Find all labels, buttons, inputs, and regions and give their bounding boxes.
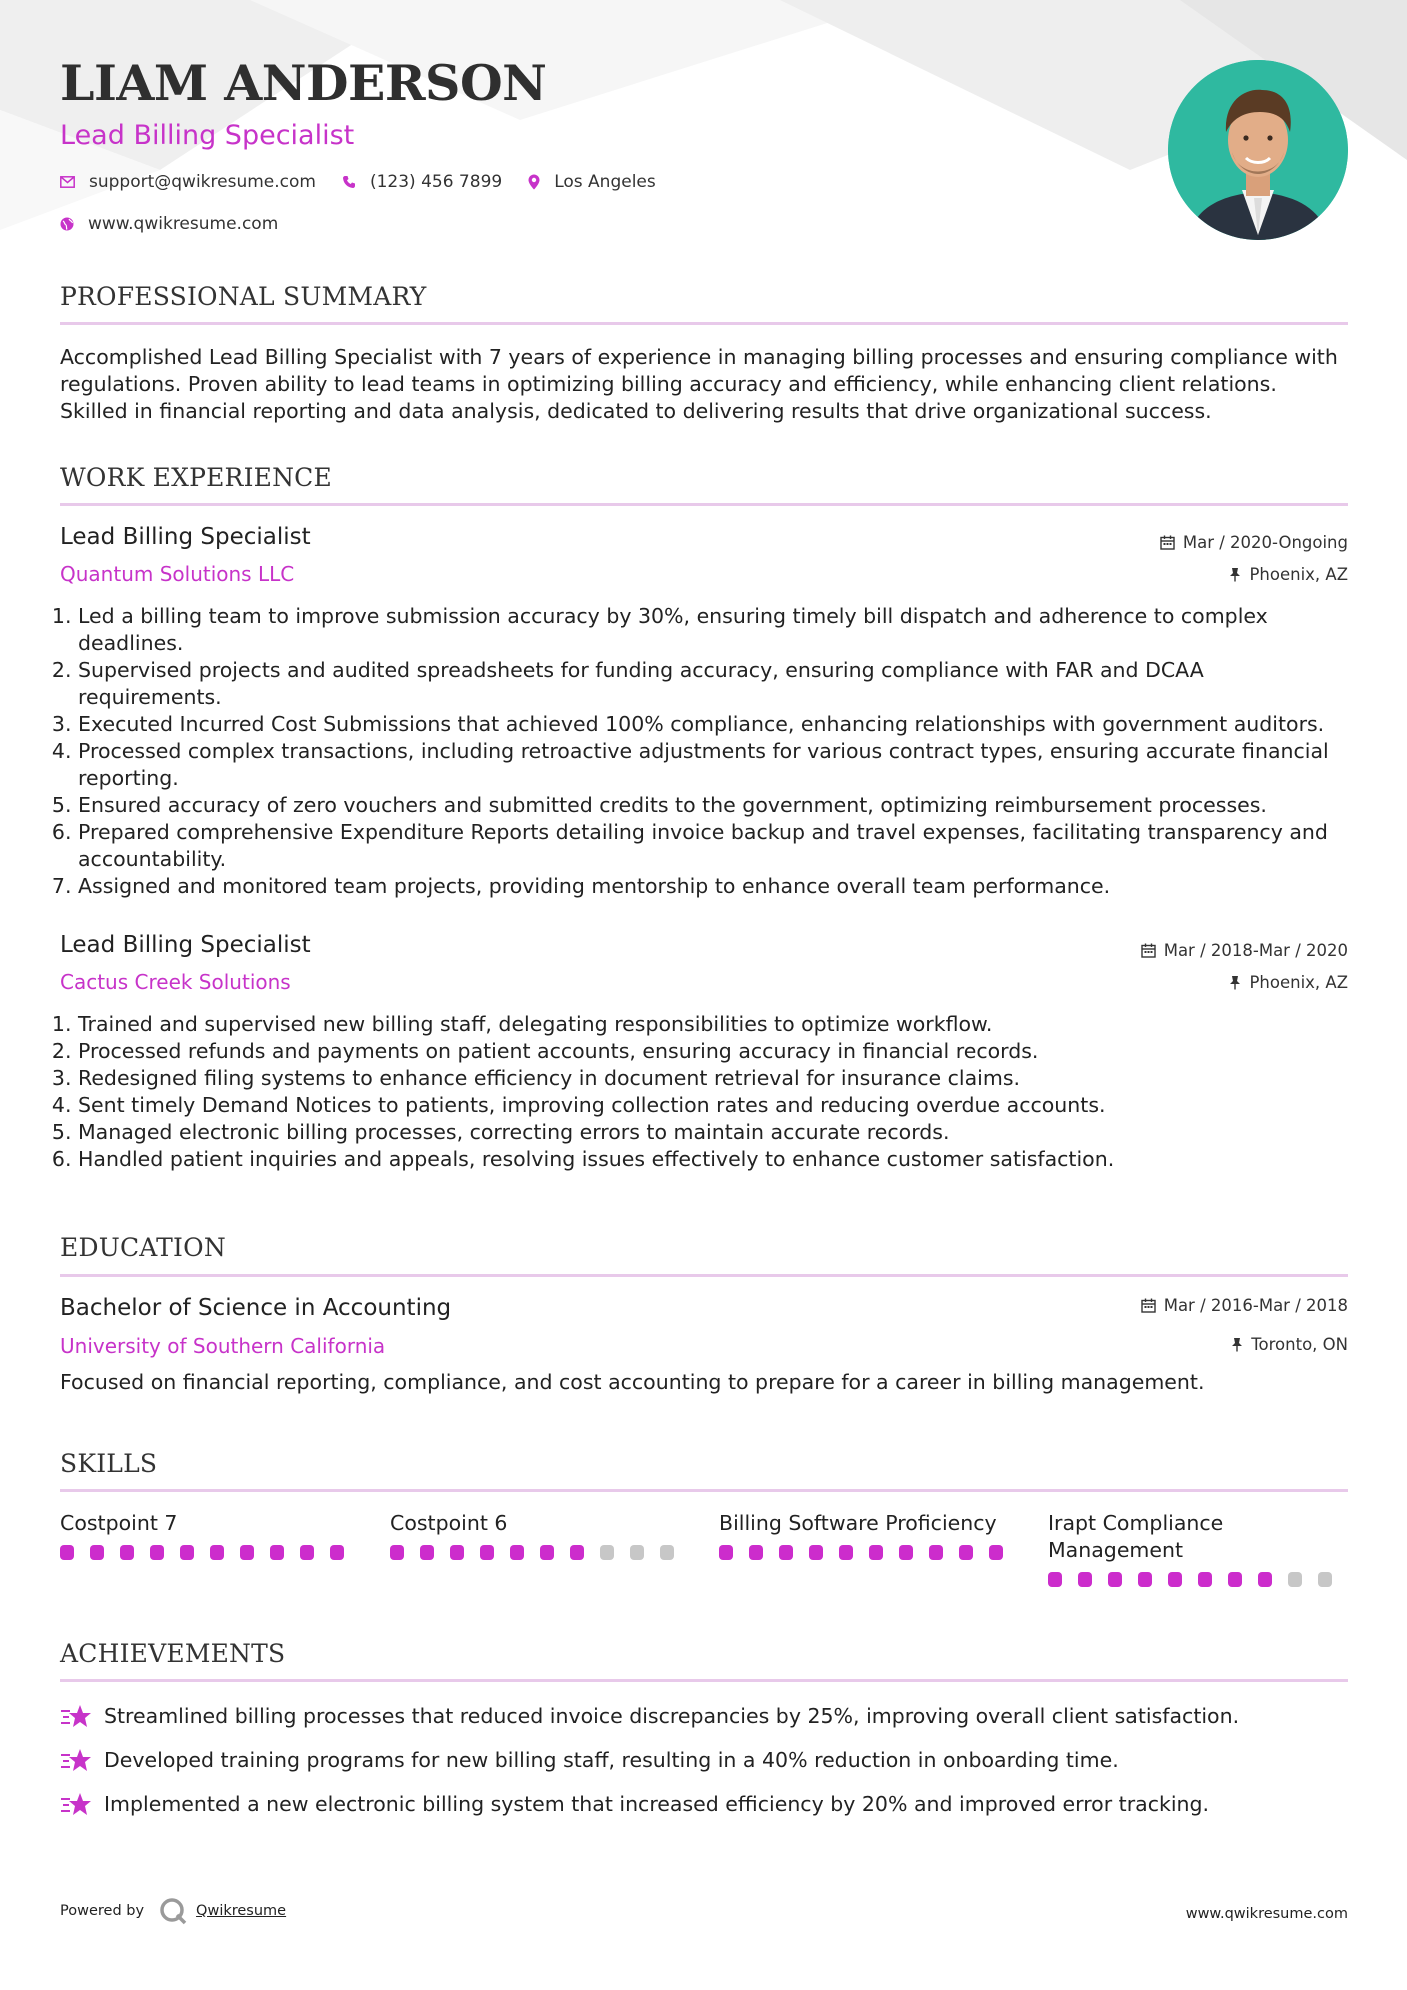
skill-dot-filled — [300, 1545, 314, 1560]
skill-dot-filled — [570, 1545, 584, 1560]
achievements-heading: ACHIEVEMENTS — [60, 1639, 286, 1668]
skill-dot-filled — [270, 1545, 284, 1560]
skill-dot-filled — [210, 1545, 224, 1560]
achievement-item — [60, 1747, 1119, 1773]
summary-text: Accomplished Lead Billing Specialist with 7 years of experience in managing billing processes and ensuring compliance with regulations. Proven ability to lead teams in optimizing billing accuracy and efficiency, while enhancing client relations. Skilled in financial reporting and data analysis, dedicated to delivering results that drive organizational success. — [60, 345, 1338, 423]
job-dates-text: Mar / 2018-Mar / 2020 — [1163, 941, 1348, 960]
phone-text: (123) 456 7899 — [369, 172, 503, 192]
skill-name: Costpoint 7 — [60, 1511, 178, 1535]
skill-dot-filled — [150, 1545, 164, 1560]
achievement-text: Developed training programs for new billing staff, resulting in a 40% reduction in onboarding time. — [104, 1748, 1119, 1772]
website-item[interactable] — [60, 214, 278, 234]
skill-rating — [1048, 1572, 1348, 1587]
skills-divider — [60, 1489, 1348, 1492]
skill-dot-filled — [120, 1545, 134, 1560]
duty-item: 1. Trained and supervised new billing staff, delegating responsibilities to optimize workflow. — [78, 1011, 1348, 1038]
pushpin-icon — [1229, 567, 1241, 582]
skill-dot-filled — [510, 1545, 524, 1560]
profile-photo — [1168, 60, 1348, 240]
skill-dot-filled — [869, 1545, 883, 1560]
skill-rating — [390, 1545, 690, 1560]
duty-item: 7. Assigned and monitored team projects, providing mentorship to enhance overall team performance. — [78, 873, 1348, 900]
phone-icon — [342, 175, 356, 189]
skill-name: Irapt Compliance Management — [1048, 1511, 1224, 1562]
calendar-icon — [1160, 535, 1175, 550]
degree-title: Bachelor of Science in Accounting — [60, 1295, 452, 1321]
job-location-text: Phoenix, AZ — [1249, 973, 1348, 992]
education-location — [1231, 1335, 1348, 1354]
duty-item: 1. Led a billing team to improve submission accuracy by 30%, ensuring timely bill dispatch and adherence to complex deadlines. — [78, 603, 1348, 657]
globe-icon — [60, 217, 74, 231]
duty-item: 6. Handled patient inquiries and appeals, resolving issues effectively to enhance customer satisfaction. — [78, 1146, 1348, 1173]
skill-dot-filled — [180, 1545, 194, 1560]
skill-dot-filled — [1108, 1572, 1122, 1587]
skill-dot-filled — [719, 1545, 733, 1560]
skill-dot-filled — [839, 1545, 853, 1560]
skill-dot-filled — [1168, 1572, 1182, 1587]
skill-dot-filled — [1258, 1572, 1272, 1587]
job-location — [1229, 565, 1348, 584]
skill-dot-filled — [959, 1545, 973, 1560]
contact-row — [60, 172, 682, 192]
skill-dot-filled — [540, 1545, 554, 1560]
skill-dot-filled — [779, 1545, 793, 1560]
job-dates-text: Mar / 2020-Ongoing — [1182, 533, 1348, 552]
skill-dot-filled — [1048, 1572, 1062, 1587]
qwikresume-logo-icon — [158, 1896, 188, 1926]
achievement-item — [60, 1791, 1209, 1817]
email-text: support@qwikresume.com — [89, 172, 316, 192]
qwikresume-link[interactable]: Qwikresume — [196, 1903, 287, 1919]
skill-dot-filled — [809, 1545, 823, 1560]
education-divider — [60, 1274, 1348, 1277]
skill-name: Costpoint 6 — [390, 1511, 508, 1535]
job-location-text: Phoenix, AZ — [1249, 565, 1348, 584]
footer-website[interactable]: www.qwikresume.com — [1185, 1906, 1348, 1922]
skill-dot-filled — [929, 1545, 943, 1560]
education-dates-text: Mar / 2016-Mar / 2018 — [1163, 1296, 1348, 1315]
skill-dot-filled — [450, 1545, 464, 1560]
skill-dot-filled — [1138, 1572, 1152, 1587]
location-item — [528, 172, 656, 192]
website-row — [60, 214, 304, 234]
calendar-icon — [1141, 943, 1156, 958]
summary-divider — [60, 322, 1348, 325]
location-text: Los Angeles — [554, 172, 656, 192]
skill-dot-filled — [749, 1545, 763, 1560]
experience-heading: WORK EXPERIENCE — [60, 463, 332, 492]
skills-heading: SKILLS — [60, 1449, 158, 1478]
school-name: University of Southern California — [60, 1334, 386, 1358]
avatar-illustration — [1168, 60, 1348, 240]
footer-powered-by — [60, 1896, 286, 1926]
job-title: Lead Billing Specialist — [60, 932, 311, 958]
shooting-star-icon — [60, 1791, 92, 1817]
skill-item — [1048, 1510, 1348, 1587]
phone-item[interactable] — [342, 172, 502, 192]
skill-name: Billing Software Proficiency — [719, 1511, 997, 1535]
skill-dot-empty — [600, 1545, 614, 1560]
pushpin-icon — [1231, 1337, 1243, 1352]
skill-dot-filled — [1078, 1572, 1092, 1587]
achievement-text: Streamlined billing processes that reduced invoice discrepancies by 25%, improving overall client satisfaction. — [104, 1704, 1240, 1728]
duty-item: 5. Ensured accuracy of zero vouchers and submitted credits to the government, optimizing reimbursement processes. — [78, 792, 1348, 819]
duty-item: 2. Supervised projects and audited spreadsheets for funding accuracy, ensuring compliance with FAR and DCAA requirements. — [78, 657, 1348, 711]
map-pin-icon — [528, 174, 540, 190]
skill-dot-filled — [1228, 1572, 1242, 1587]
achievement-text: Implemented a new electronic billing system that increased efficiency by 20% and improved error tracking. — [104, 1792, 1210, 1816]
candidate-name: LIAM ANDERSON — [60, 54, 547, 112]
skill-dot-filled — [390, 1545, 404, 1560]
duty-item: 5. Managed electronic billing processes, correcting errors to maintain accurate records. — [78, 1119, 1348, 1146]
duty-item: 6. Prepared comprehensive Expenditure Reports detailing invoice backup and travel expenses, facilitating transparency and accountability. — [78, 819, 1348, 873]
duty-item: 3. Executed Incurred Cost Submissions that achieved 100% compliance, enhancing relationships with government auditors. — [78, 711, 1348, 738]
job-dates — [1160, 533, 1348, 552]
job-duties-list — [60, 1011, 1348, 1173]
job-location — [1229, 973, 1348, 992]
candidate-role: Lead Billing Specialist — [60, 120, 355, 151]
duty-item: 4. Processed complex transactions, including retroactive adjustments for various contract types, ensuring accurate financial reporting. — [78, 738, 1348, 792]
skill-dot-filled — [899, 1545, 913, 1560]
skill-item — [719, 1510, 1019, 1560]
skill-dot-empty — [630, 1545, 644, 1560]
education-location-text: Toronto, ON — [1251, 1335, 1348, 1354]
job-dates — [1141, 941, 1348, 960]
skill-dot-filled — [330, 1545, 344, 1560]
skill-dot-empty — [1318, 1572, 1332, 1587]
education-heading: EDUCATION — [60, 1233, 226, 1262]
calendar-icon — [1141, 1298, 1156, 1313]
company-name: Cactus Creek Solutions — [60, 970, 291, 994]
pushpin-icon — [1229, 975, 1241, 990]
experience-divider — [60, 503, 1348, 506]
skill-dot-filled — [90, 1545, 104, 1560]
skill-dot-filled — [240, 1545, 254, 1560]
education-description: Focused on financial reporting, compliance, and cost accounting to prepare for a career in billing management. — [60, 1370, 1205, 1394]
mail-icon — [60, 176, 75, 188]
email-item[interactable] — [60, 172, 316, 192]
skill-dot-empty — [660, 1545, 674, 1560]
shooting-star-icon — [60, 1747, 92, 1773]
duty-item: 3. Redesigned filing systems to enhance efficiency in document retrieval for insurance claims. — [78, 1065, 1348, 1092]
job-duties-list — [60, 603, 1348, 900]
skill-dot-filled — [1198, 1572, 1212, 1587]
job-title: Lead Billing Specialist — [60, 524, 311, 550]
skill-dot-filled — [60, 1545, 74, 1560]
education-dates — [1141, 1296, 1348, 1315]
achievements-divider — [60, 1679, 1348, 1682]
skill-dot-filled — [480, 1545, 494, 1560]
skill-rating — [719, 1545, 1019, 1560]
duty-item: 2. Processed refunds and payments on patient accounts, ensuring accuracy in financial records. — [78, 1038, 1348, 1065]
skill-dot-filled — [420, 1545, 434, 1560]
company-name: Quantum Solutions LLC — [60, 562, 295, 586]
powered-by-label: Powered by — [60, 1903, 145, 1919]
skill-item — [390, 1510, 690, 1560]
skill-item — [60, 1510, 360, 1560]
skill-dot-empty — [1288, 1572, 1302, 1587]
website-text: www.qwikresume.com — [88, 214, 279, 234]
skill-rating — [60, 1545, 360, 1560]
shooting-star-icon — [60, 1703, 92, 1729]
duty-item: 4. Sent timely Demand Notices to patients, improving collection rates and reducing overdue accounts. — [78, 1092, 1348, 1119]
summary-heading: PROFESSIONAL SUMMARY — [60, 282, 427, 311]
achievement-item — [60, 1703, 1239, 1729]
skill-dot-filled — [989, 1545, 1003, 1560]
